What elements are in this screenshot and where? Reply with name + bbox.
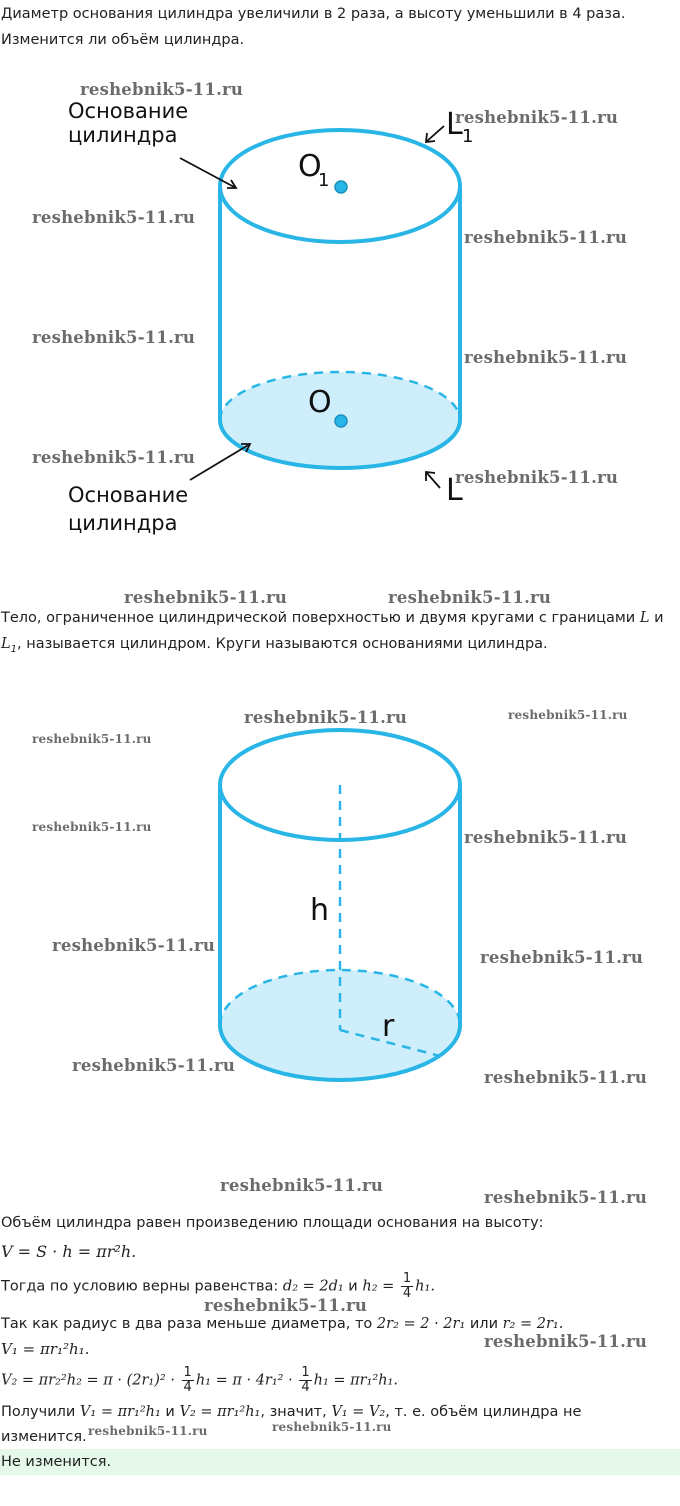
bottom-base-label-2: цилиндра (68, 511, 178, 535)
condition-line: Тогда по условию верны равенства: d₂ = 2d₁ и h₂ = $\frac{1}{4}$ h₁. (1, 1271, 435, 1301)
watermark: reshebnik5-11.ru (464, 828, 628, 847)
watermark: reshebnik5-11.ru (464, 348, 628, 367)
watermark: reshebnik5-11.ru (484, 1068, 648, 1087)
definition-line-2: $L_1$, называется цилиндром. Круги называются основаниями цилиндра. (1, 636, 548, 655)
conclusion-line-1: Получили V₁ = πr₁²h₁ и V₂ = πr₁²h₁, значит, V₁ = V₂, т. е. объём цилиндра не (1, 1404, 582, 1420)
watermark: reshebnik5-11.ru (32, 328, 196, 347)
top-base-label-1: Основание (68, 99, 189, 123)
problem-line-1: Диаметр основания цилиндра увеличили в 2 раза, а высоту уменьшили в 4 раза. (1, 6, 626, 22)
volume-text: Объём цилиндра равен произведению площади основания на высоту: (1, 1215, 544, 1231)
conclusion-line-2: изменится. (1, 1429, 87, 1445)
label-l: L (446, 473, 463, 508)
watermark: reshebnik5-11.ru (32, 820, 152, 834)
label-o1-sub: 1 (318, 170, 330, 191)
watermark: reshebnik5-11.ru (220, 1176, 384, 1195)
watermark: reshebnik5-11.ru (244, 708, 408, 727)
watermark: reshebnik5-11.ru (388, 588, 552, 607)
definition-line-1: Тело, ограниченное цилиндрической поверхностью и двумя кругами с границами L и (1, 610, 664, 626)
radius-line-text: Так как радиус в два раза меньше диаметра, то 2r₂ = 2 · 2r₁ или r₂ = 2r₁. (1, 1316, 564, 1332)
watermark: reshebnik5-11.ru (72, 1056, 236, 1075)
v2-formula: V₂ = πr₂²h₂ = π · (2r₁)² · $\frac{1}{4}$ h₁ = π · 4r₁² · $\frac{1}{4}$ h₁ = πr₁²h₁. (1, 1365, 398, 1395)
label-l1: L (446, 107, 463, 142)
watermark: reshebnik5-11.ru (124, 588, 288, 607)
label-o: O (308, 385, 332, 420)
label-r: r (382, 1009, 395, 1044)
answer-box (0, 1449, 680, 1475)
top-base-label-2: цилиндра (68, 123, 178, 147)
center-o-dot (335, 415, 347, 427)
label-o1: O (298, 149, 322, 184)
watermark: reshebnik5-11.ru (52, 936, 216, 955)
watermark: reshebnik5-11.ru (455, 468, 619, 487)
volume-formula: V = S · h = πr²h. (1, 1242, 137, 1261)
watermark: reshebnik5-11.ru (484, 1332, 648, 1351)
watermark: reshebnik5-11.ru (32, 208, 196, 227)
arrow-l1 (426, 126, 444, 142)
watermark: reshebnik5-11.ru (80, 80, 244, 99)
cylinder-figure-2 (0, 700, 680, 1100)
watermark: reshebnik5-11.ru (32, 732, 152, 746)
arrow-bottom-base (190, 444, 250, 480)
watermark: reshebnik5-11.ru (484, 1188, 648, 1207)
label-l1-sub: 1 (462, 126, 474, 147)
v1-formula: V₁ = πr₁²h₁. (1, 1340, 90, 1358)
label-h: h (310, 893, 330, 928)
watermark: reshebnik5-11.ru (88, 1424, 208, 1438)
watermark: reshebnik5-11.ru (508, 708, 628, 722)
watermark: reshebnik5-11.ru (272, 1420, 392, 1434)
problem-line-2: Изменится ли объём цилиндра. (1, 32, 245, 48)
arrow-l (426, 472, 440, 488)
watermark: reshebnik5-11.ru (204, 1296, 368, 1315)
watermark: reshebnik5-11.ru (455, 108, 619, 127)
center-o1-dot (335, 181, 347, 193)
watermark: reshebnik5-11.ru (464, 228, 628, 247)
answer-text: Не изменится. (1, 1454, 112, 1470)
watermark: reshebnik5-11.ru (32, 448, 196, 467)
watermark: reshebnik5-11.ru (480, 948, 644, 967)
bottom-base-label-1: Основание (68, 483, 189, 507)
